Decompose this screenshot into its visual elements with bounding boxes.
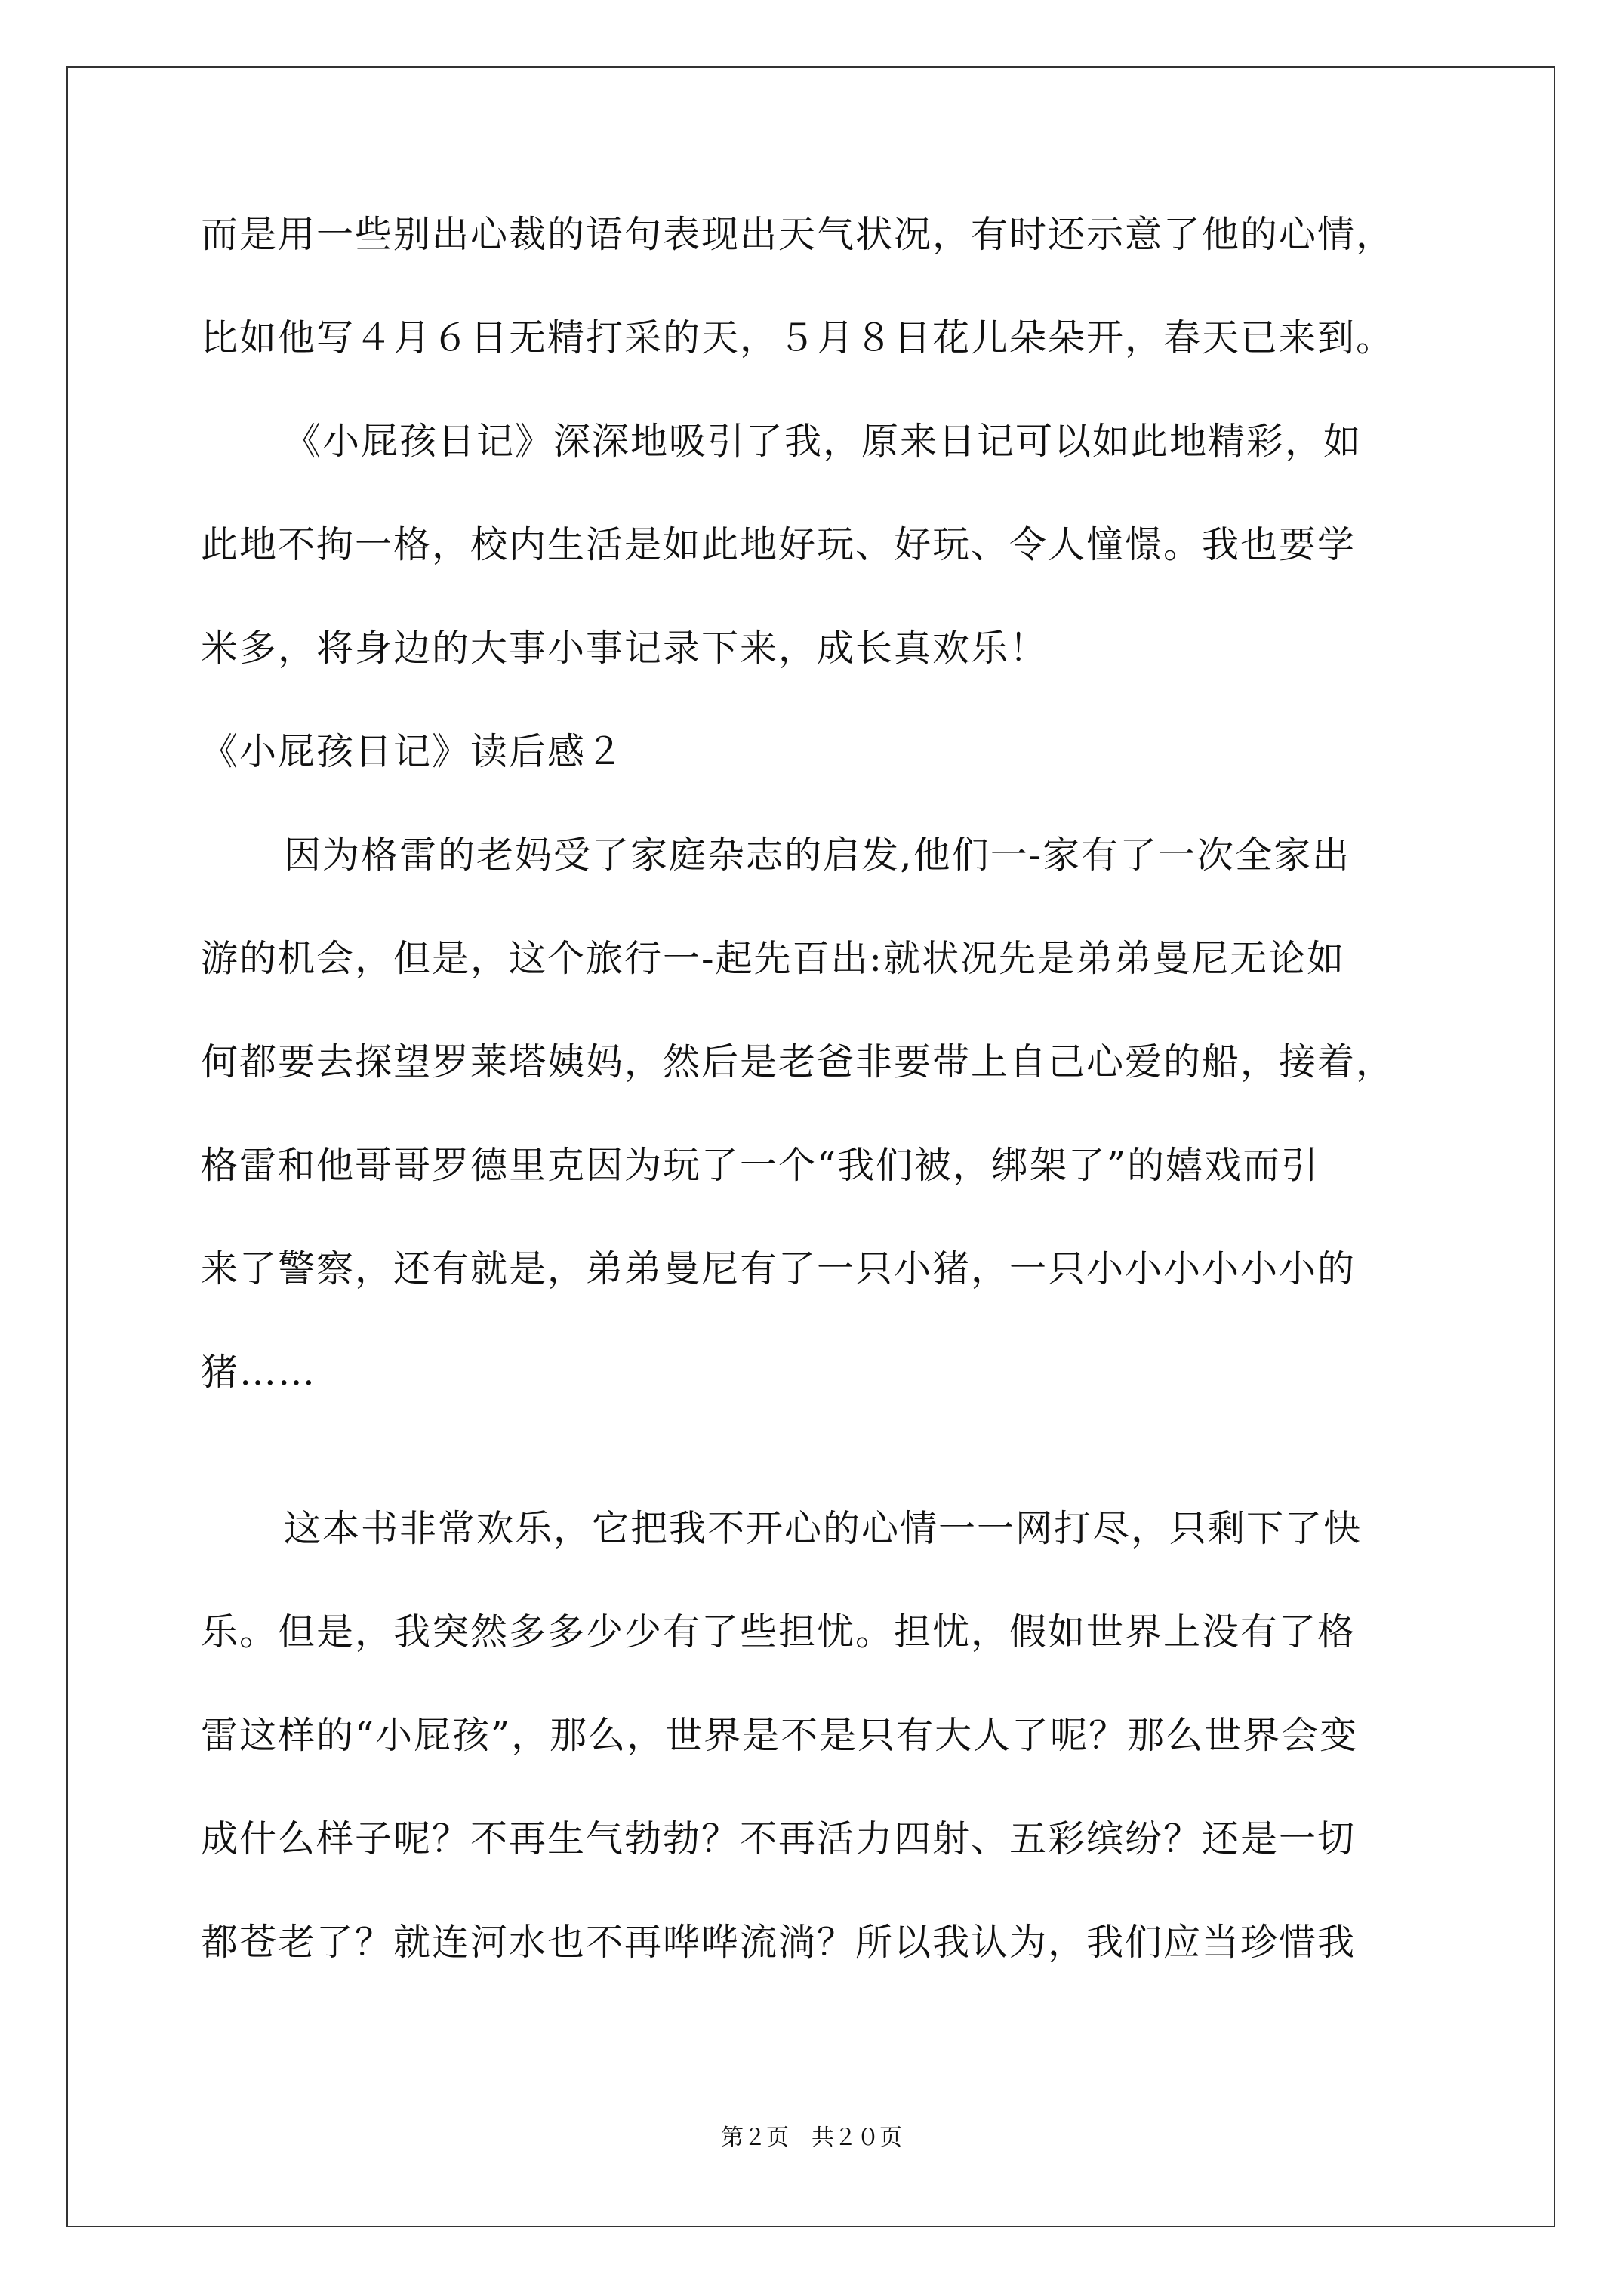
paragraph-line: 这本书非常欢乐，它把我不开心的心情一一网打尽，只剩下了快 xyxy=(284,1507,1363,1550)
page-number-footer: 第２页 共２０页 xyxy=(721,2125,902,2151)
paragraph-line: 米多，将身边的大事小事记录下来，成长真欢乐！ xyxy=(201,627,1049,670)
paragraph-line: 因为格雷的老妈受了家庭杂志的启发,他们一-家有了一次全家出 xyxy=(284,834,1351,877)
paragraph-line: 来了警察，还有就是，弟弟曼尼有了一只小猪，一只小小小小小小的 xyxy=(201,1247,1357,1290)
paragraph-line: 成什么样子呢？不再生气勃勃？不再活力四射、五彩缤纷？还是一切 xyxy=(201,1817,1357,1860)
paragraph-line: 游的机会，但是，这个旅行一-起先百出:就状况先是弟弟曼尼无论如 xyxy=(201,937,1346,980)
paragraph-line: 都苍老了？就连河水也不再哗哗流淌？所以我认为，我们应当珍惜我 xyxy=(201,1921,1357,1964)
paragraph-line: 何都要去探望罗莱塔姨妈，然后是老爸非要带上自己心爱的船，接着， xyxy=(201,1040,1395,1083)
paragraph-line: 乐。但是，我突然多多少少有了些担忧。担忧，假如世界上没有了格 xyxy=(201,1610,1357,1653)
paragraph-line: 比如他写４月６日无精打采的天，５月８日花儿朵朵开，春天已来到。 xyxy=(201,316,1395,359)
section-heading: 《小屁孩日记》读后感２ xyxy=(201,730,625,773)
paragraph-line: 此地不拘一格，校内生活是如此地好玩、好玩、令人憧憬。我也要学 xyxy=(201,523,1357,566)
paragraph-line: 雷这样的“小屁孩”，那么，世界是不是只有大人了呢？那么世界会变 xyxy=(201,1714,1359,1757)
paragraph-line: 格雷和他哥哥罗德里克因为玩了一个“我们被，绑架了”的嬉戏而引 xyxy=(201,1144,1320,1187)
paragraph-line: 而是用一些别出心裁的语句表现出天气状况，有时还示意了他的心情， xyxy=(201,213,1395,256)
paragraph-line: 《小屁孩日记》深深地吸引了我，原来日记可以如此地精彩，如 xyxy=(284,420,1363,463)
paragraph-line: 猪…… xyxy=(201,1351,317,1394)
